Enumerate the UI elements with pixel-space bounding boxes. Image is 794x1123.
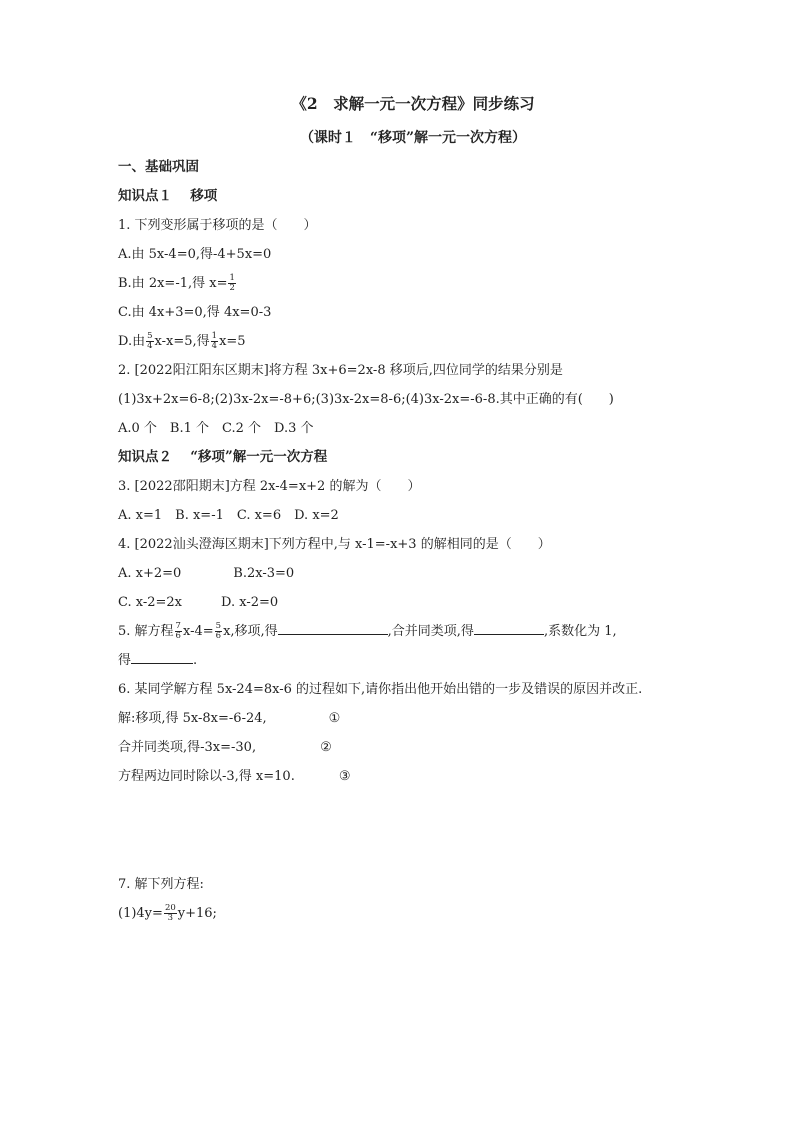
q5-text-4: ,合并同类项,得 xyxy=(387,624,474,639)
step-1-text: 解:移项,得 5x-8x=-6-24, xyxy=(118,711,267,726)
question-3-stem: 3. [2022邵阳期末]方程 2x-4=x+2 的解为（ ） xyxy=(118,479,421,494)
option-d-text-end: x=5 xyxy=(219,334,246,349)
question-3-options: A. x=1 B. x=-1 C. x=6 D. x=2 xyxy=(118,508,339,523)
step-1-marker: ① xyxy=(328,711,341,726)
q7-text-2: y+16; xyxy=(177,906,217,921)
q5-text-5: ,系数化为 1, xyxy=(543,624,617,639)
q7-text: (1)4y= xyxy=(118,906,163,921)
step-2-marker: ② xyxy=(320,740,332,755)
question-2-continued: (1)3x+2x=6-8;(2)3x-2x=-8+6;(3)3x-2x=8-6;(4)3x-2x=-6-8.其中正确的有( ) xyxy=(118,392,614,407)
fraction xyxy=(228,274,235,293)
question-6-step-3 xyxy=(118,762,678,791)
answer-blank-2[interactable] xyxy=(474,620,544,635)
question-6-stem: 6. 某同学解方程 5x-24=8x-6 的过程如下,请你指出他开始出错的一步及错误的原因并改正. xyxy=(118,682,643,697)
section-heading: 一、基础巩固 xyxy=(118,159,199,175)
denominator: 2 xyxy=(229,283,235,293)
fraction xyxy=(146,332,153,351)
numerator: 1 xyxy=(229,273,235,283)
knowledge-point-1: 知识点１ 移项 xyxy=(118,188,218,204)
question-1-option-d xyxy=(118,327,678,356)
fraction xyxy=(215,622,222,641)
fraction xyxy=(164,904,177,923)
question-4-options-cd: C. x-2=2x D. x-2=0 xyxy=(118,595,279,610)
answer-blank-1[interactable] xyxy=(278,620,388,635)
question-5-line-2 xyxy=(118,646,678,675)
q5-text-7: . xyxy=(193,653,198,668)
question-2-stem: 2. [2022阳江阳东区期末]将方程 3x+6=2x-8 移项后,四位同学的结果分别是 xyxy=(118,363,563,378)
option-d-text-mid: x-x=5,得 xyxy=(154,334,210,349)
knowledge-point-2: 知识点２ “移项”解一元一次方程 xyxy=(118,449,328,465)
question-6-step-1 xyxy=(118,704,678,733)
page-subtitle: （课时１ “移项”解一元一次方程） xyxy=(299,130,527,146)
question-4-options-ab: A. x+2=0 B.2x-3=0 xyxy=(118,566,295,581)
option-d-text: D.由 xyxy=(118,334,146,349)
question-4-stem: 4. [2022汕头澄海区期末]下列方程中,与 x-1=-x+3 的解相同的是（ ） xyxy=(118,537,551,552)
question-7-part-1 xyxy=(118,899,678,928)
step-3-marker: ③ xyxy=(338,769,351,784)
denominator: 4 xyxy=(211,341,218,351)
denominator: 6 xyxy=(175,631,181,641)
q5-text-6: 得 xyxy=(118,653,132,668)
numerator: 1 xyxy=(211,331,218,341)
q5-text-2: x-4= xyxy=(182,624,214,639)
question-1-option-b xyxy=(118,269,678,298)
question-2-options: A.0 个 B.1 个 C.2 个 D.3 个 xyxy=(118,421,314,436)
question-7-stem: 7. 解下列方程: xyxy=(118,877,204,892)
question-5-line-1 xyxy=(118,617,678,646)
answer-blank-3[interactable] xyxy=(131,649,193,664)
question-1-option-c: C.由 4x+3=0,得 4x=0-3 xyxy=(118,305,272,320)
numerator: 7 xyxy=(175,621,181,631)
q5-text-3: x,移项,得 xyxy=(223,624,278,639)
question-1-option-a: A.由 5x-4=0,得-4+5x=0 xyxy=(118,247,272,262)
numerator: 5 xyxy=(215,621,222,631)
numerator: 20 xyxy=(164,903,176,913)
q5-text: 5. 解方程 xyxy=(118,624,174,639)
denominator: 6 xyxy=(215,631,222,641)
step-2-text: 合并同类项,得-3x=-30, xyxy=(118,740,257,755)
option-b-text: B.由 2x=-1,得 x= xyxy=(118,276,228,291)
question-1-stem: 1. 下列变形属于移项的是（ ） xyxy=(118,218,317,233)
step-3-text: 方程两边同时除以-3,得 x=10. xyxy=(118,769,295,784)
worksheet-page xyxy=(118,92,678,928)
denominator: 4 xyxy=(147,341,153,351)
denominator: 3 xyxy=(167,913,174,923)
page-title: 《2 求解一元一次方程》同步练习 xyxy=(291,94,535,113)
fraction xyxy=(211,332,218,351)
question-6-step-2 xyxy=(118,733,678,762)
numerator: 5 xyxy=(147,331,153,341)
fraction xyxy=(175,622,182,641)
